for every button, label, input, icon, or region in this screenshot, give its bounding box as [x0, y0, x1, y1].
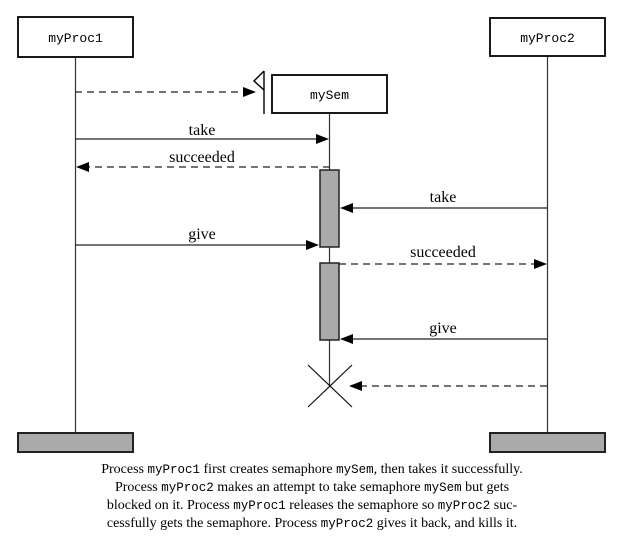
caption-text: makes an attempt to take semaphore	[213, 480, 425, 495]
caption-text: cessfully gets the semaphore. Process	[106, 516, 321, 531]
caption-text: gives it back, and kills it.	[373, 516, 518, 531]
caption-text: Process	[114, 480, 162, 495]
caption-line-2	[0, 479, 624, 497]
arrowhead-left-icon	[76, 162, 89, 172]
caption-line-4	[0, 515, 624, 533]
caption-code: myProc2	[161, 481, 214, 495]
caption-code: mySem	[336, 463, 374, 477]
arrowhead-right-icon	[316, 134, 329, 144]
message-label-take-2: take	[429, 189, 457, 206]
caption-code: myProc1	[233, 499, 286, 513]
caption-code: myProc2	[320, 517, 374, 531]
figure-caption	[0, 461, 624, 533]
caption-text: first creates semaphore	[200, 462, 337, 477]
caption-text: blocked on it. Process	[106, 498, 234, 513]
termination-bar-myproc2	[490, 433, 605, 452]
arrowhead-right-icon	[306, 240, 319, 250]
termination-bar-myproc1	[18, 433, 133, 452]
caption-text: Process	[101, 462, 148, 477]
participant-label-myproc2: myProc2	[520, 31, 575, 46]
arrowhead-right-icon	[534, 259, 547, 269]
caption-text: suc-	[490, 498, 518, 513]
arrowhead-right-icon	[243, 87, 256, 97]
caption-line-3	[0, 497, 624, 515]
participant-label-myproc1: myProc1	[48, 31, 103, 46]
caption-text: , then takes it successfully.	[373, 462, 523, 477]
caption-line-1	[0, 461, 624, 479]
message-label-take-1: take	[188, 122, 216, 139]
caption-text: but gets	[461, 480, 510, 495]
creation-marker-icon	[254, 71, 264, 90]
caption-code: myProc1	[147, 463, 201, 477]
message-label-give-1: give	[188, 226, 216, 243]
caption-code: myProc2	[437, 499, 491, 513]
arrowhead-left-icon	[340, 334, 353, 344]
arrowhead-left-icon	[349, 381, 362, 391]
message-label-succeeded-2: succeeded	[410, 244, 476, 261]
message-label-give-2: give	[429, 320, 457, 337]
message-label-succeeded-1: succeeded	[169, 149, 235, 166]
caption-code: mySem	[424, 481, 462, 495]
caption-text: releases the semaphore so	[285, 498, 438, 513]
participant-label-mysem: mySem	[309, 88, 350, 103]
activation-bar-2	[320, 263, 339, 340]
activation-bar-1	[320, 170, 339, 247]
arrowhead-left-icon	[340, 203, 353, 213]
